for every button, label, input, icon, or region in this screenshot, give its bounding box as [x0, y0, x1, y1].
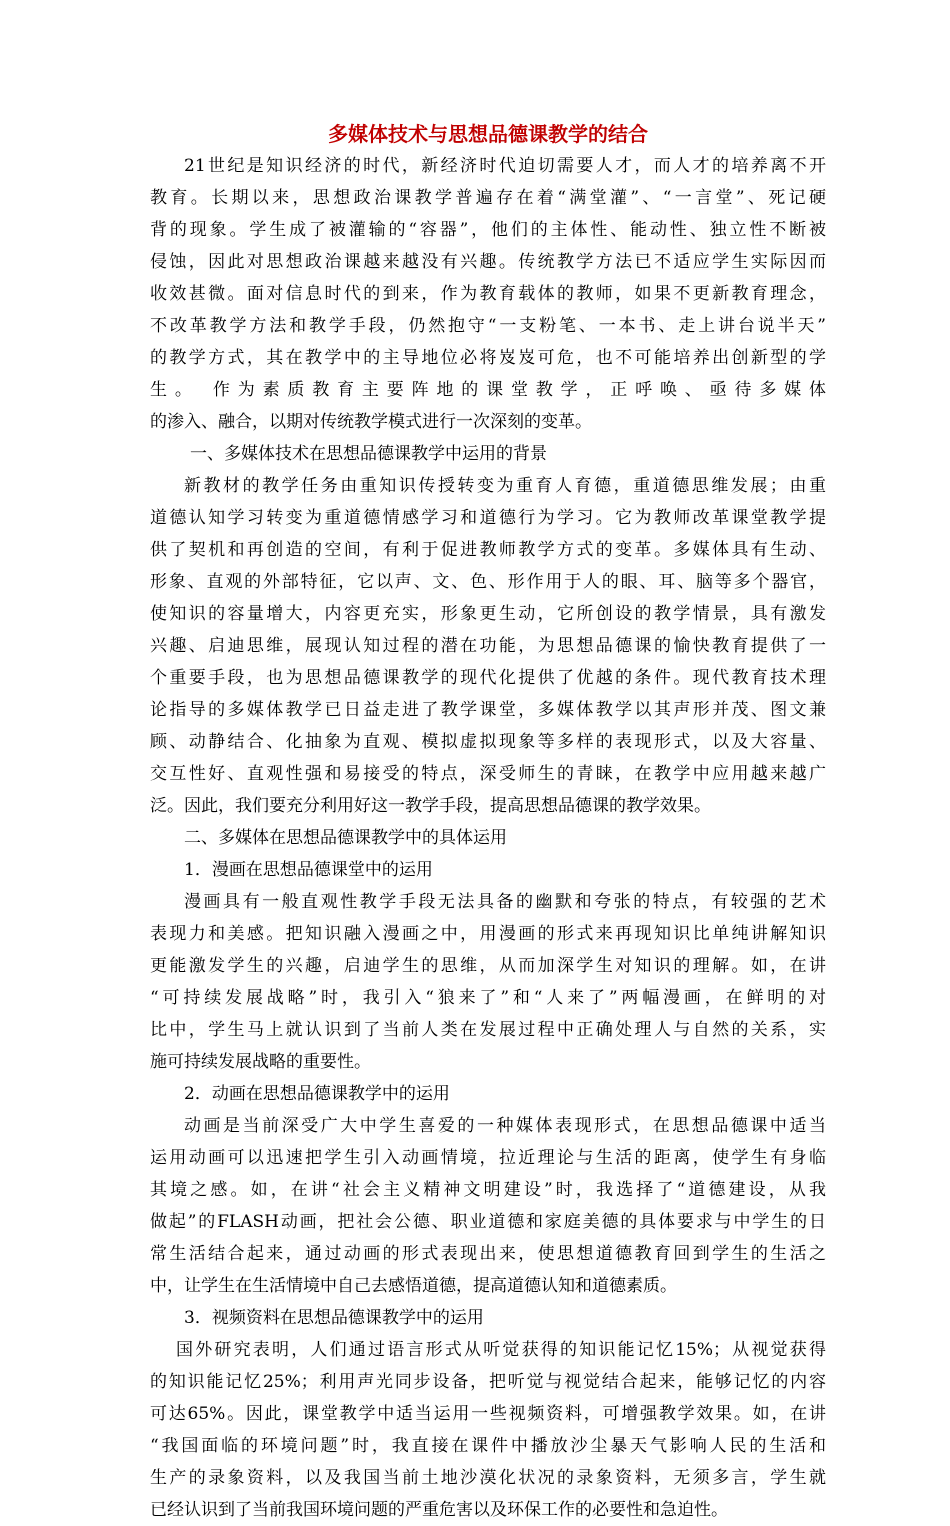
text-line: 使知识的容量增大，内容更充实，形象更生动，它所创设的教学情景，具有激发 — [150, 604, 826, 624]
text-line: 更能激发学生的兴趣，启迪学生的思维，从而加深学生对知识的理解。如，在讲 — [150, 956, 826, 976]
text-line: 可达65%。因此，课堂教学中适当运用一些视频资料，可增强教学效果。如，在讲 — [150, 1404, 826, 1424]
text-line: 不改革教学方法和教学手段，仍然抱守“一支粉笔、一本书、走上讲台说半天” — [150, 316, 826, 336]
text-line: 漫画具有一般直观性教学手段无法具备的幽默和夸张的特点，有较强的艺术 — [184, 892, 826, 912]
text-line: 生。 作为素质教育主要阵地的课堂教学，正呼唤、亟待多媒体 — [150, 380, 826, 400]
text-line: 个重要手段，也为思想品德课教学的现代化提供了优越的条件。现代教育技术理 — [150, 668, 826, 688]
text-line: 其境之感。如，在讲“社会主义精神文明建设”时，我选择了“道德建设，从我 — [150, 1180, 826, 1200]
text-line: 1．漫画在思想品德课堂中的运用 — [184, 860, 433, 880]
document-lines — [150, 150, 826, 1526]
text-line: 中，让学生在生活情境中自己去感悟道德，提高道德认知和道德素质。 — [150, 1276, 677, 1296]
text-line: 顾、动静结合、化抽象为直观、模拟虚拟现象等多样的表现形式，以及大容量、 — [150, 732, 826, 752]
document-title: 多媒体技术与思想品德课教学的结合 — [328, 122, 648, 146]
text-line: 表现力和美感。把知识融入漫画之中，用漫画的形式来再现知识比单纯讲解知识 — [150, 924, 826, 944]
text-line: 国外研究表明，人们通过语言形式从听觉获得的知识能记忆15%；从视觉获得 — [176, 1340, 826, 1360]
text-line: 常生活结合起来，通过动画的形式表现出来，使思想道德教育回到学生的生活之 — [150, 1244, 826, 1264]
text-line: 收效甚微。面对信息时代的到来，作为教育载体的教师，如果不更新教育理念， — [150, 284, 826, 304]
text-line: 动画是当前深受广大中学生喜爱的一种媒体表现形式，在思想品德课中适当 — [184, 1116, 826, 1136]
text-line: 一、多媒体技术在思想品德课教学中运用的背景 — [190, 444, 547, 464]
text-line: 形象、直观的外部特征，它以声、文、色、形作用于人的眼、耳、脑等多个器官， — [150, 572, 826, 592]
text-line: “我国面临的环境问题”时，我直接在课件中播放沙尘暴天气影响人民的生活和 — [150, 1436, 826, 1456]
text-line: 的知识能记忆25%；利用声光同步设备，把听觉与视觉结合起来，能够记忆的内容 — [150, 1372, 826, 1392]
text-line: 的渗入、融合，以期对传统教学模式进行一次深刻的变革。 — [150, 412, 592, 432]
text-line: 施可持续发展战略的重要性。 — [150, 1052, 371, 1072]
text-line: 交互性好、直观性强和易接受的特点，深受师生的青睐，在教学中应用越来越广 — [150, 764, 826, 784]
text-line: 运用动画可以迅速把学生引入动画情境，拉近理论与生活的距离，使学生有身临 — [150, 1148, 826, 1168]
text-line: 供了契机和再创造的空间，有利于促进教师教学方式的变革。多媒体具有生动、 — [150, 540, 826, 560]
text-line: 比中，学生马上就认识到了当前人类在发展过程中正确处理人与自然的关系，实 — [150, 1020, 826, 1040]
text-line: 做起”的FLASH动画，把社会公德、职业道德和家庭美德的具体要求与中学生的日 — [150, 1212, 826, 1232]
text-line: 论指导的多媒体教学已日益走进了教学课堂，多媒体教学以其声形并茂、图文兼 — [150, 700, 826, 720]
text-line: 21世纪是知识经济的时代，新经济时代迫切需要人才，而人才的培养离不开 — [184, 156, 826, 176]
text-line: 泛。因此，我们要充分利用好这一教学手段，提高思想品德课的教学效果。 — [150, 796, 711, 816]
text-line: “可持续发展战略”时，我引入“狼来了”和“人来了”两幅漫画，在鲜明的对 — [150, 988, 826, 1008]
text-line: 道德认知学习转变为重道德情感学习和道德行为学习。它为教师改革课堂教学提 — [150, 508, 826, 528]
text-line: 兴趣、启迪思维，展现认知过程的潜在功能，为思想品德课的愉快教育提供了一 — [150, 636, 826, 656]
text-line: 侵蚀，因此对思想政治课越来越没有兴趣。传统教学方法已不适应学生实际因而 — [150, 252, 826, 272]
text-line: 新教材的教学任务由重知识传授转变为重育人育德，重道德思维发展；由重 — [184, 476, 826, 496]
text-line: 3．视频资料在思想品德课教学中的运用 — [184, 1308, 484, 1328]
text-line: 二、多媒体在思想品德课教学中的具体运用 — [184, 828, 507, 848]
text-line: 生产的录象资料，以及我国当前土地沙漠化状况的录象资料，无须多言，学生就 — [150, 1468, 826, 1488]
text-line: 的教学方式，其在教学中的主导地位必将岌岌可危，也不可能培养出创新型的学 — [150, 348, 826, 368]
text-line: 已经认识到了当前我国环境问题的严重危害以及环保工作的必要性和急迫性。 — [150, 1500, 728, 1520]
text-line: 教育。长期以来，思想政治课教学普遍存在着“满堂灌”、“一言堂”、死记硬 — [150, 188, 826, 208]
text-line: 2．动画在思想品德课教学中的运用 — [184, 1084, 450, 1104]
document-body — [150, 118, 826, 1526]
text-line: 背的现象。学生成了被灌输的“容器”，他们的主体性、能动性、独立性不断被 — [150, 220, 826, 240]
